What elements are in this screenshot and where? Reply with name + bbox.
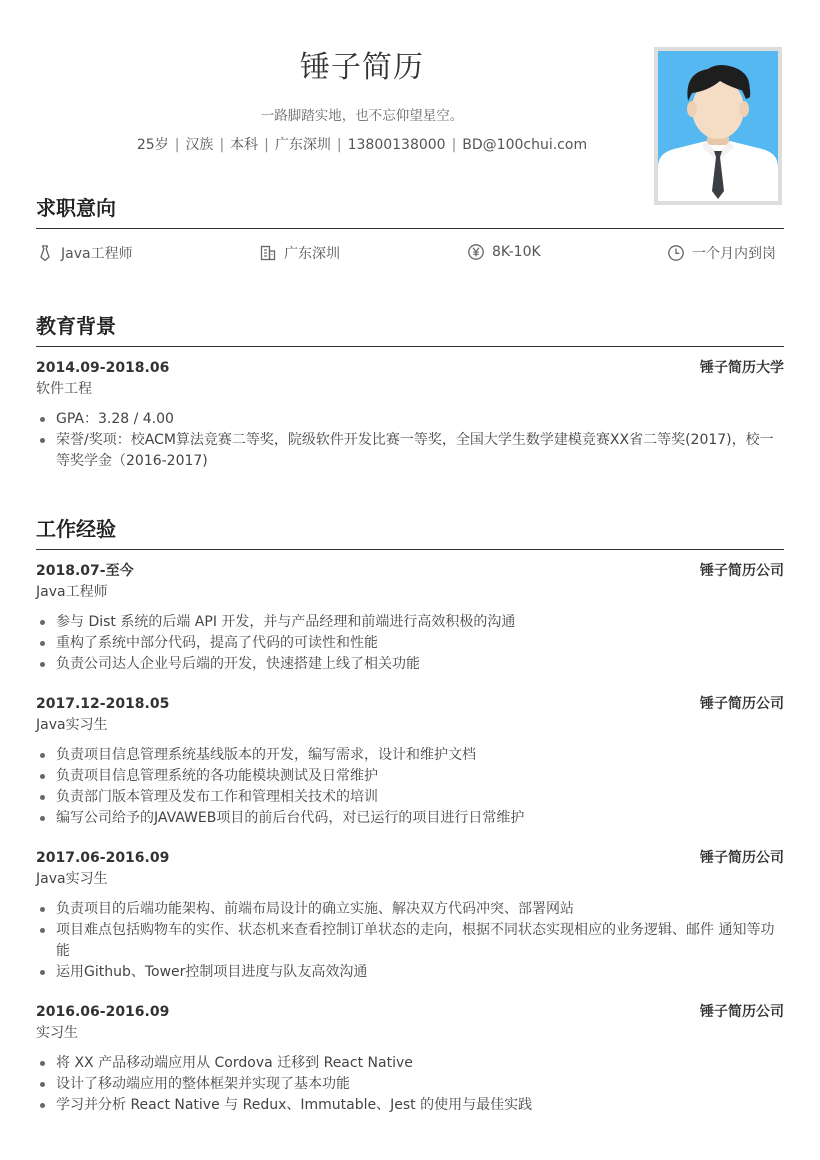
section-title-work: 工作经验 [36, 517, 116, 541]
intent-availability [667, 243, 776, 263]
list-item: 重构了系统中部分代码，提高了代码的可读性和性能 [36, 633, 784, 654]
education-bullets [36, 409, 784, 472]
section-divider [36, 346, 784, 347]
info-separator: | [336, 137, 342, 153]
avatar-photo [654, 47, 782, 205]
intent-position-text: Java工程师 [61, 246, 133, 262]
info-email: BD@100chui.com [462, 137, 588, 153]
job-bullets [36, 1053, 784, 1116]
list-item: 负责项目信息管理系统的各功能模块测试及日常维护 [36, 766, 784, 787]
info-ethnicity: 汉族 [185, 137, 214, 153]
education-date: 2014.09-2018.06 [36, 360, 170, 376]
list-item: 负责项目信息管理系统基线版本的开发，编写需求，设计和维护文档 [36, 745, 784, 766]
info-degree: 本科 [230, 137, 259, 153]
list-item: 学习并分析 React Native 与 Redux、Immutable、Jest 的使用与最佳实践 [36, 1095, 784, 1116]
section-title-education: 教育背景 [36, 314, 116, 338]
intent-city [259, 243, 340, 263]
personal-info [0, 134, 724, 156]
list-item: 荣誉/奖项：校ACM算法竞赛二等奖，院级软件开发比赛一等奖，全国大学生数学建模竞赛XX省二等奖(2017)，校一等奖学金（2016-2017) [36, 430, 784, 472]
job-company: 锤子简历公司 [700, 563, 784, 579]
list-item: 运用Github、Tower控制项目进度与队友高效沟通 [36, 962, 784, 983]
intent-position [36, 243, 133, 263]
job-date: 2016.06-2016.09 [36, 1004, 170, 1020]
education-school: 锤子简历大学 [700, 360, 784, 376]
list-item: 负责项目的后端功能架构、前端布局设计的确立实施、解决双方代码冲突、部署网站 [36, 899, 784, 920]
section-divider [36, 228, 784, 229]
list-item: 设计了移动端应用的整体框架并实现了基本功能 [36, 1074, 784, 1095]
job-intent-row [36, 243, 784, 265]
intent-salary-text: 8K-10K [492, 244, 541, 260]
intent-availability-text: 一个月内到岗 [692, 246, 776, 262]
list-item: GPA：3.28 / 4.00 [36, 409, 784, 430]
clock-icon [667, 244, 685, 262]
job-role: Java实习生 [36, 717, 108, 733]
info-separator: | [219, 137, 225, 153]
info-separator: | [264, 137, 269, 153]
list-item: 参与 Dist 系统的后端 API 开发，并与产品经理和前端进行高效积极的沟通 [36, 612, 784, 633]
job-date: 2018.07-至今 [36, 563, 134, 579]
job-bullets [36, 745, 784, 829]
tie-icon [36, 244, 54, 262]
resume-name: 锤子简历 [300, 50, 424, 85]
list-item: 项目难点包括购物车的实作、状态机来查看控制订单状态的走向，根据不同状态实现相应的业务逻辑、邮件 通知等功能 [36, 920, 784, 962]
job-bullets [36, 899, 784, 983]
job-role: Java工程师 [36, 584, 108, 600]
info-age: 25岁 [136, 137, 169, 153]
building-icon [259, 244, 277, 262]
intent-city-text: 广东深圳 [284, 246, 340, 262]
info-separator: | [451, 137, 457, 153]
resume-motto: 一路脚踏实地，也不忘仰望星空。 [260, 108, 464, 124]
job-company: 锤子简历公司 [700, 850, 784, 866]
section-title-intent: 求职意向 [36, 196, 116, 220]
intent-salary [467, 243, 541, 261]
list-item: 将 XX 产品移动端应用从 Cordova 迁移到 React Native [36, 1053, 784, 1074]
job-company: 锤子简历公司 [700, 696, 784, 712]
info-location: 广东深圳 [274, 137, 331, 153]
list-item: 负责公司达人企业号后端的开发，快速搭建上线了相关功能 [36, 654, 784, 675]
info-phone: 13800138000 [347, 137, 446, 153]
job-role: Java实习生 [36, 871, 108, 887]
job-company: 锤子简历公司 [700, 1004, 784, 1020]
job-role: 实习生 [36, 1025, 78, 1041]
job-bullets [36, 612, 784, 675]
section-divider [36, 549, 784, 550]
list-item: 负责部门版本管理及发布工作和管理相关技术的培训 [36, 787, 784, 808]
yen-icon [467, 243, 485, 261]
education-major: 软件工程 [36, 381, 92, 397]
job-date: 2017.06-2016.09 [36, 850, 170, 866]
avatar-illustration [658, 51, 778, 201]
job-date: 2017.12-2018.05 [36, 696, 170, 712]
info-separator: | [174, 137, 180, 153]
list-item: 编写公司给予的JAVAWEB项目的前后台代码，对已运行的项目进行日常维护 [36, 808, 784, 829]
